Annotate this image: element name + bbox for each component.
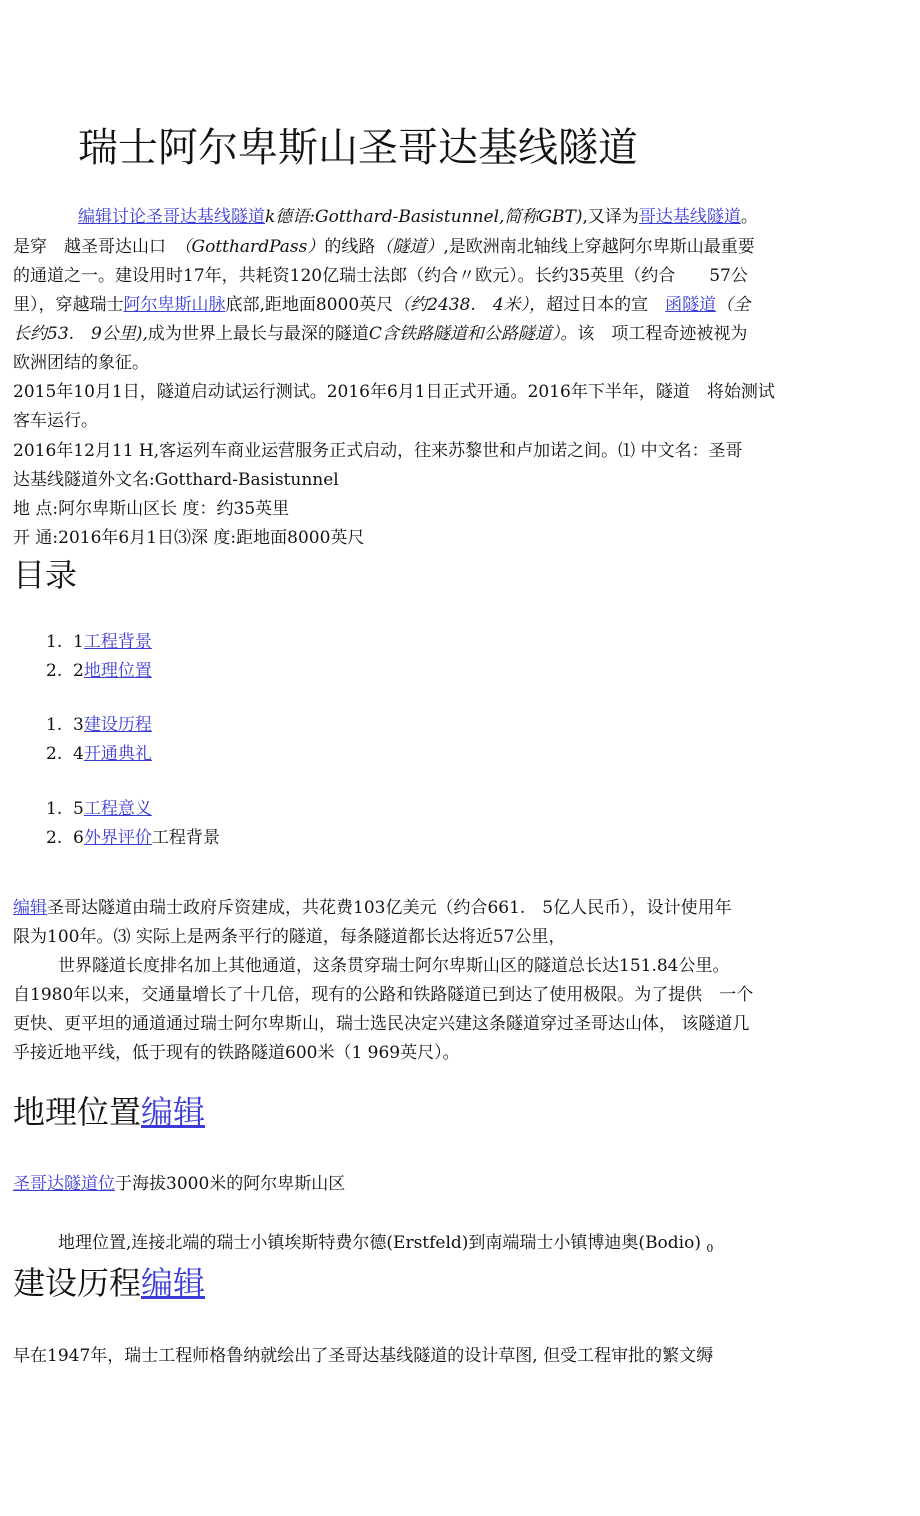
edit-link-background[interactable]: 编辑 [13,898,47,918]
toc-item: 2. 6外界评价工程背景 [46,828,220,848]
intro-line-9: 2016年12月11 H,客运列车商业运营服务正式启动，往来苏黎世和卢加诺之间。⑴ 中文名：圣哥 [13,441,743,461]
intro-line-1: 编辑讨论圣哥达基线隧道k德语:Gotthard-Basistunnel,简称GBT),又译为哥达基线隧道。 [78,207,758,227]
toc-link-opening[interactable]: 开通典礼 [83,744,152,764]
toc-link-evaluation[interactable]: 外界评价 [83,828,152,848]
background-line-4: 自1980年以来，交通量增长了十几倍，现有的公路和铁路隧道已到达了使用极限。为了提供 一个 [13,985,754,1005]
intro-line-6: 欧洲团结的象征。 [13,353,149,373]
background-line-5: 更快、更平坦的通道通过瑞士阿尔卑斯山，瑞士选民决定兴建这条隧道穿过圣哥达山体， 该隧道几 [13,1014,750,1034]
toc-link-construction[interactable]: 建设历程 [83,715,152,735]
geography-line-2: 地理位置,连接北端的瑞士小镇埃斯特费尔德(Erstfeld)到南端瑞士小镇博迪奥(Bodio) $_0$ [58,1233,714,1255]
toc-link-geography[interactable]: 地理位置 [83,661,152,681]
history-line-1: 早在1947年，瑞士工程师格鲁纳就绘出了圣哥达基线隧道的设计草图, 但受工程审批的繁文缛 [13,1346,714,1366]
intro-line-8: 客车运行。 [13,411,98,431]
intro-line-2: 是穿 越圣哥达山口 （GotthardPass）的线路（隧道）,是欧洲南北轴线上穿越阿尔卑斯山最重要 [13,237,755,257]
toc-item: 1. 3建设历程 [46,715,152,735]
intro-line-10: 达基线隧道外文名:Gotthard-Basistunnel [13,470,339,490]
alps-link[interactable]: 阿尔卑斯山脉 [123,295,226,315]
intro-line-7: 2015年10月1日，隧道启动试运行测试。2016年6月1日正式开通。2016年下半年，隧道 将始测试 [13,382,775,402]
toc-heading: 目录 [13,556,78,594]
toc-item: 2. 2地理位置 [46,661,152,681]
background-line-3: 世界隧道长度排名加上其他通道，这条贯穿瑞士阿尔卑斯山区的隧道总长达151.84公里。 [58,956,730,976]
edit-link-history[interactable]: 编辑 [141,1264,206,1302]
intro-line-3: 的通道之一。建设用时17年，共耗资120亿瑞士法郎（约合〃欧元）。长约35英里（约合 57公 [13,266,748,286]
background-line-2: 限为100年。⑶ 实际上是两条平行的隧道，每条隧道都长达将近57公里， [13,927,566,947]
toc-item: 2. 4开通典礼 [46,744,152,764]
geography-line-1: 圣哥达隧道位于海拔3000米的阿尔卑斯山区 [13,1174,346,1194]
toc-item: 1. 1工程背景 [46,632,152,652]
geography-heading: 地理位置编辑 [13,1093,206,1131]
edit-link-geography[interactable]: 编辑 [141,1093,206,1131]
page-title: 瑞士阿尔卑斯山圣哥达基线隧道 [78,125,638,171]
gotthard-base-tunnel-link[interactable]: 哥达基线隧道 [638,207,741,227]
toc-item: 1. 5工程意义 [46,799,152,819]
background-line-6: 乎接近地平线，低于现有的铁路隧道600米（1 969英尺）。 [13,1043,460,1063]
history-heading: 建设历程编辑 [13,1264,206,1302]
toc-link-background[interactable]: 工程背景 [83,632,152,652]
background-line-1: 编辑圣哥达隧道由瑞士政府斥资建成，共花费103亿美元（约合661. 5亿人民币），设计使用年 [13,898,732,918]
gotthard-tunnel-location-link[interactable]: 圣哥达隧道位 [13,1174,115,1194]
toc-link-significance[interactable]: 工程意义 [83,799,152,819]
intro-line-12: 开 通:2016年6月1日⑶深 度:距地面8000英尺 [13,528,365,548]
edit-discuss-link[interactable]: 编辑讨论圣哥达基线隧道 [78,207,265,227]
intro-line-5: 长约53. 9公里),成为世界上最长与最深的隧道C含铁路隧道和公路隧道）。该 项工程奇迹被视为 [13,324,748,344]
intro-line-11: 地 点:阿尔卑斯山区长 度：约35英里 [13,499,290,519]
intro-line-4: 里），穿越瑞士阿尔卑斯山脉底部,距地面8000英尺（约2438. 4米），超过日本的宣 函隧道（全 [13,295,751,315]
seikan-tunnel-link[interactable]: 函隧道 [665,295,717,315]
